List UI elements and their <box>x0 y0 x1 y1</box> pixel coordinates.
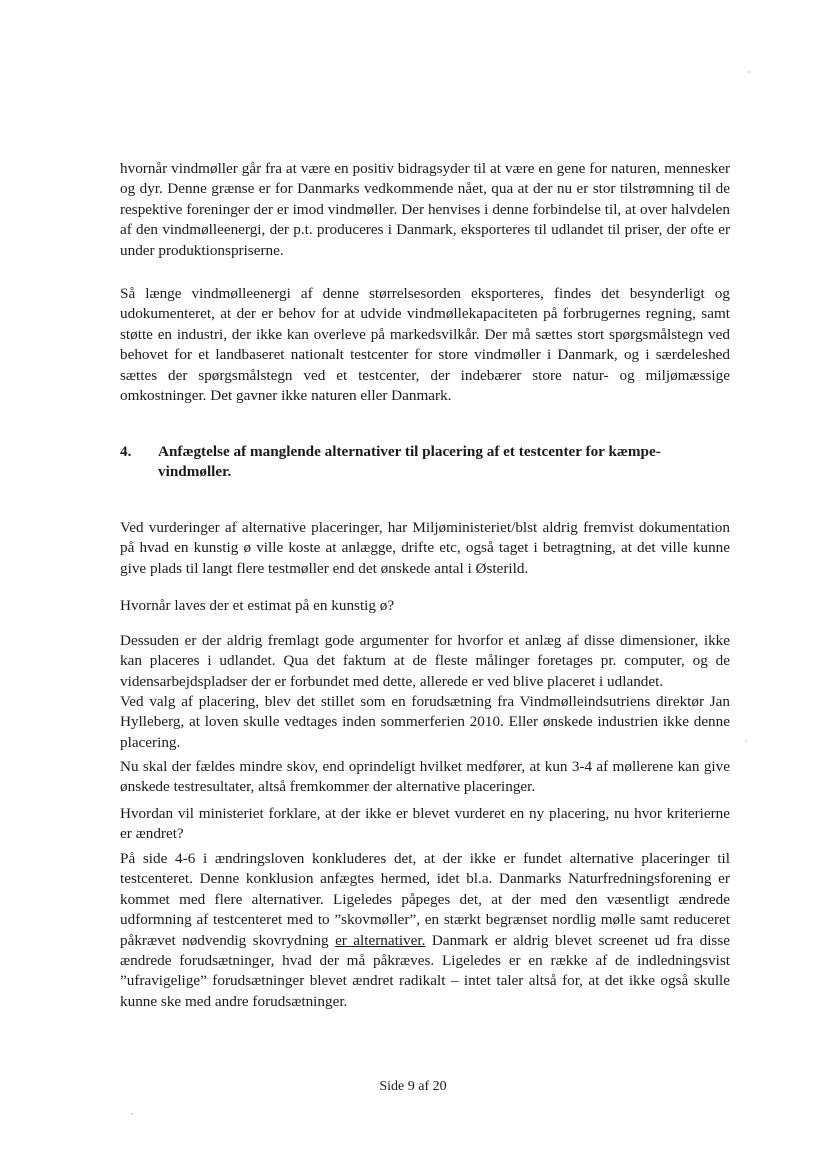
paragraph-ministry-question: Hvordan vil ministeriet forklare, at der ikke er blevet vurderet en ny placering, nu hvor kriterierne er ændret? <box>120 805 730 843</box>
paragraph-testcenter-need: Så længe vindmølleenergi af denne størrelsesorden eksporteres, findes det besynderligt og udokumenteret, at der er behov for at udvide vindmøllekapaciteten på forbrugernes regning, samt støtte en industri, der ikke kan overleve på markedsvilkår. Der må sættes stort spørgsmålstegn ved behovet for et landbaseret nationalt testcenter for store vindmøller i Danmark, og i særdeleshed sættes der spørgsmålstegn ved et testcenter, der indebærer store natur- og miljømæssige omkostninger. Det gavner ikke naturen eller Danmark. <box>120 285 730 405</box>
scan-speck <box>745 740 747 742</box>
paragraph-artificial-island-question: Hvornår laves der et estimat på en kunstig ø? <box>120 597 395 614</box>
section-title <box>120 442 730 483</box>
paragraph-amendment-text-end: Danmark er aldrig blevet screenet ud fra disse ændrede forudsætninger, hvad der må påkræves. Ligeledes er en række af de indledningsvist ”ufravigelige” forudsætninger blevet ændret radikalt – intet taler altså for, at det ikke også skulle kunne ske med andre forudsætninger. <box>120 931 730 1010</box>
underlined-phrase: er alternativer. <box>335 931 426 949</box>
section-title-line2: vindmøller. <box>158 463 232 481</box>
page-number-footer: Side 9 af 20 <box>379 1079 447 1094</box>
scan-speck <box>131 1113 133 1115</box>
paragraph-abroad-placement: Dessuden er der aldrig fremlagt gode argumenter for hvorfor et anlæg af disse dimensioner, ikke kan placeres i udlandet. Qua det faktum at de fleste målinger foretages pr. computer, og de vidensarbejdspladser der er forbundet med dette, allerede er ved blive placeret i udlandet. <box>120 632 730 690</box>
paragraph-less-forest: Nu skal der fældes mindre skov, end oprindeligt hvilket medfører, at kun 3-4 af møllerene kan give ønskede testresultater, altså fremkommer der alternative placeringer. <box>120 758 730 796</box>
paragraph-amendment-conclusion <box>120 849 730 1012</box>
paragraph-alternative-placements: Ved vurderinger af alternative placeringer, har Miljøministeriet/blst aldrig fremvist dokumentation på hvad en kunstig ø ville koste at anlægge, drifte etc, også taget i betragtning, at det ville kunne give plads til langt flere testmøller end det ønskede antal i Østerild. <box>120 519 730 577</box>
scan-speck <box>748 71 750 73</box>
paragraph-amendment-text-start: På side 4-6 i ændringsloven konkluderes det, at der ikke er fundet alternative placeringer til testcenteret. Denne konklusion anfægtes hermed, idet bl.a. Danmarks Naturfredningsforening er kommet med flere alternativer. Ligeledes påpeges det, at der med den væsentligt ændrede udformning af testcenteret med to ”skovmøller”, en stærkt begrænset nordlig mølle samt reduceret påkrævet nødvendig skovrydning <box>120 850 730 949</box>
section-title-line1: Anfægtelse af manglende alternativer til placering af et testcenter for kæmpe- <box>158 443 661 460</box>
section-number: 4. <box>120 443 132 460</box>
paragraph-export-context: hvornår vindmøller går fra at være en positiv bidragsyder til at være en gene for naturen, mennesker og dyr. Denne grænse er for Danmarks vedkommende nået, qua at der nu er stor tilstrømning til de respektive foreninger der er imod vindmøller. Der henvises i denne forbindelse til, at over halvdelen af den vindmølleenergi, der p.t. produceres i Danmark, eksporteres til udlandet til priser, der ofte er under produktionspriserne. <box>120 160 730 259</box>
paragraph-placement-choice: Ved valg af placering, blev det stillet som en forudsætning fra Vindmølleindsutriens direktør Jan Hylleberg, at loven skulle vedtages inden sommerferien 2010. Eller ønskede industrien ikke denne placering. <box>120 693 730 751</box>
section-heading <box>120 442 730 483</box>
